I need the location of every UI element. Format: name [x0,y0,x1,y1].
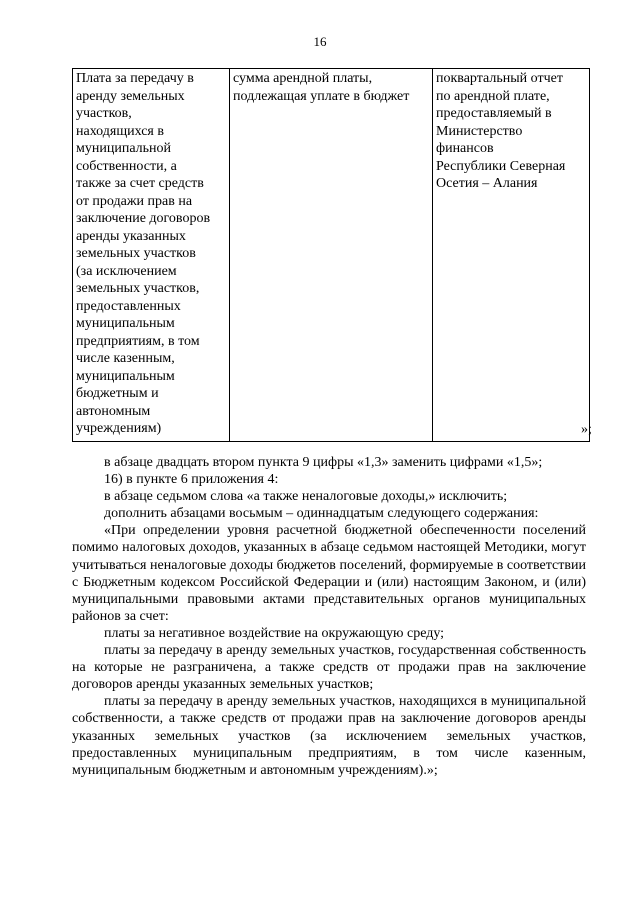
table-cell-report-source [433,69,590,442]
closing-quote-mark: »; [581,422,592,437]
page-number: 16 [313,34,327,49]
table-row [73,69,590,442]
paragraph: в абзаце двадцать втором пункта 9 цифры «1,3» заменить цифрами «1,5»; [104,455,543,470]
table-cell-amount [230,69,433,442]
table-cell-revenue-type [73,69,230,442]
paragraph: дополнить абзацами восьмым – одиннадцатым следующего содержания: [104,506,539,522]
amendment-text [72,454,586,779]
cell-text: поквартальный отчет по арендной плате, предоставляемый в Министерство финансов Республики Северная Осетия – Алания [436,71,566,191]
paragraph: 16) в пункте 6 приложения 4: [104,472,279,488]
cell-text: сумма арендной платы, подлежащая уплате в бюджет [233,71,410,104]
paragraph: платы за негативное воздействие на окружающую среду; [104,625,445,641]
paragraph: платы за передачу в аренду земельных участков, находящихся в муниципальной собственности, а также средств от продажи прав на заключение договоров аренды указанных земельных участков (за исключением земельных участков, предоставленных муниципальным предприятиям, в том числе казенным, муниципальным бюджетным и автономным учреждениям).»; [72,694,586,778]
paragraph: в абзаце седьмом слова «а также неналоговые доходы,» исключить; [104,489,508,505]
revenue-table [72,68,590,442]
paragraph: «При определении уровня расчетной бюджетной обеспеченности поселений помимо налоговых доходов, указанных в абзаце седьмом настоящей Методики, могут учитываться неналоговые доходы бюджетов поселений, формируемые в соответствии с Бюджетным кодексом Российской Федерации и (или) настоящим Законом, и (или) муниципальными правовыми актами представительных органов муниципальных районов за счет: [72,523,586,624]
cell-text: Плата за передачу в аренду земельных участков, находящихся в муниципальной собственности, а также за счет средств от продажи прав на заключение договоров аренды указанных земельных участков (за исключением земельных участков, предоставленных муниципальным предприятиям, в том числе казенным, муниципальным бюджетным и автономным учреждениям) [76,71,211,436]
paragraph: платы за передачу в аренду земельных участков, государственная собственность на которые не разграничена, а также средств от продажи прав на заключение договоров аренды указанных земельных участков; [72,643,586,693]
